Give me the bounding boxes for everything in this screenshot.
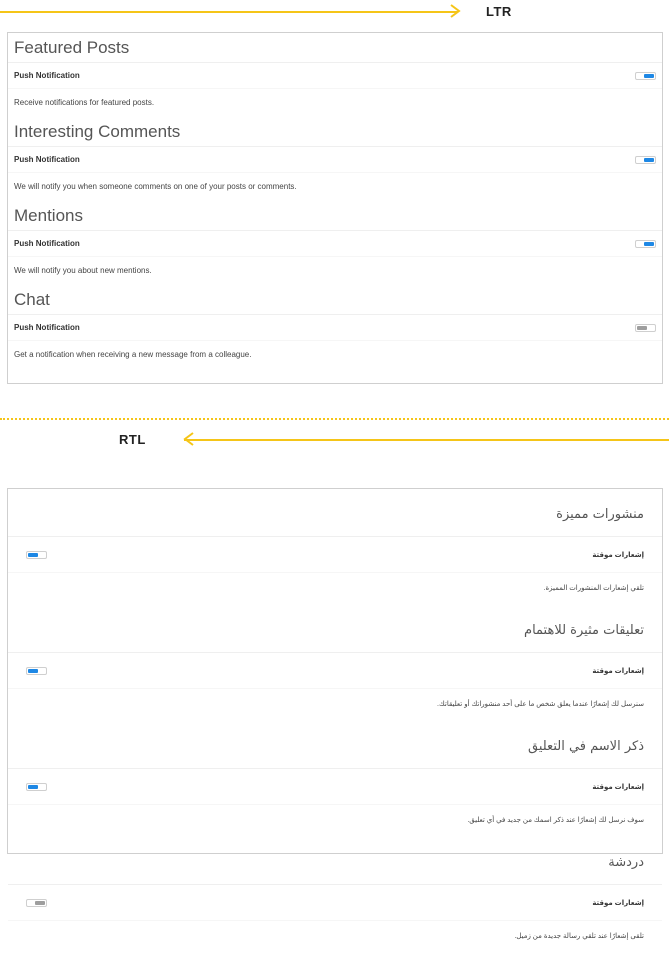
ltr-direction-header <box>0 0 669 24</box>
ltr-section-comments <box>8 117 662 201</box>
section-description: سوف نرسل لك إشعارًا عند ذكر اسمك من جديد في أي تعليق. <box>467 817 644 824</box>
section-description: We will notify you when someone comments on one of your posts or comments. <box>14 182 297 191</box>
toggle-knob <box>28 553 38 557</box>
section-description: Get a notification when receiving a new message from a colleague. <box>14 350 252 359</box>
push-notification-toggle[interactable] <box>635 240 656 248</box>
section-description: تلقي إشعارات المنشورات المميزة. <box>543 585 644 592</box>
push-notification-row <box>8 769 662 805</box>
section-title: Chat <box>8 285 662 315</box>
ltr-section-chat <box>8 285 662 369</box>
push-notification-label: Push Notification <box>14 323 80 332</box>
toggle-knob <box>28 785 38 789</box>
section-title: Interesting Comments <box>8 117 662 147</box>
rtl-notification-settings <box>7 488 663 940</box>
section-title: Featured Posts <box>8 33 662 63</box>
ltr-arrow-line <box>0 11 458 13</box>
section-title: Mentions <box>8 201 662 231</box>
ltr-section-featured <box>8 33 662 117</box>
rtl-direction-header <box>0 428 669 452</box>
push-notification-toggle[interactable] <box>635 324 656 332</box>
section-title: تعليقات مثيرة للاهتمام <box>8 609 662 653</box>
push-notification-toggle[interactable] <box>635 72 656 80</box>
push-notification-label: Push Notification <box>14 239 80 248</box>
section-description: We will notify you about new mentions. <box>14 266 152 275</box>
section-title: ذكر الاسم في التعليق <box>8 725 662 769</box>
section-title: دردشة <box>8 841 662 885</box>
section-description: سنرسل لك إشعارًا عندما يعلق شخص ما على أحد منشوراتك أو تعليقاتك. <box>437 701 644 708</box>
push-notification-toggle[interactable] <box>26 551 47 559</box>
section-divider <box>0 418 669 420</box>
ltr-section-mentions <box>8 201 662 285</box>
push-notification-toggle[interactable] <box>635 156 656 164</box>
toggle-knob <box>644 74 654 78</box>
push-notification-row <box>8 231 662 257</box>
push-notification-toggle[interactable] <box>26 783 47 791</box>
section-description: Receive notifications for featured posts. <box>14 98 155 107</box>
ltr-notification-settings <box>7 32 663 384</box>
toggle-knob <box>637 326 647 330</box>
ltr-direction-label: LTR <box>486 4 512 19</box>
rtl-section-chat <box>8 837 662 953</box>
toggle-knob <box>644 158 654 162</box>
rtl-section-mentions <box>8 721 662 837</box>
arrow-right-icon <box>448 4 462 18</box>
toggle-knob <box>35 901 45 905</box>
section-description: تلقى إشعارًا عند تلقي رسالة جديدة من زميل. <box>514 933 644 940</box>
rtl-direction-label: RTL <box>119 432 146 447</box>
section-title: منشورات مميزة <box>8 493 662 537</box>
push-notification-label: إشعارات موقتة <box>592 899 644 907</box>
push-notification-label: Push Notification <box>14 155 80 164</box>
push-notification-label: إشعارات موقتة <box>592 551 644 559</box>
rtl-arrow-line <box>184 439 669 441</box>
push-notification-toggle[interactable] <box>26 667 47 675</box>
toggle-knob <box>644 242 654 246</box>
rtl-section-featured <box>8 489 662 605</box>
push-notification-row <box>8 537 662 573</box>
push-notification-row <box>8 63 662 89</box>
push-notification-label: إشعارات موقتة <box>592 667 644 675</box>
toggle-knob <box>28 669 38 673</box>
push-notification-label: إشعارات موقتة <box>592 783 644 791</box>
push-notification-row <box>8 885 662 921</box>
push-notification-row <box>8 653 662 689</box>
push-notification-toggle[interactable] <box>26 899 47 907</box>
push-notification-label: Push Notification <box>14 71 80 80</box>
push-notification-row <box>8 315 662 341</box>
rtl-section-comments <box>8 605 662 721</box>
push-notification-row <box>8 147 662 173</box>
